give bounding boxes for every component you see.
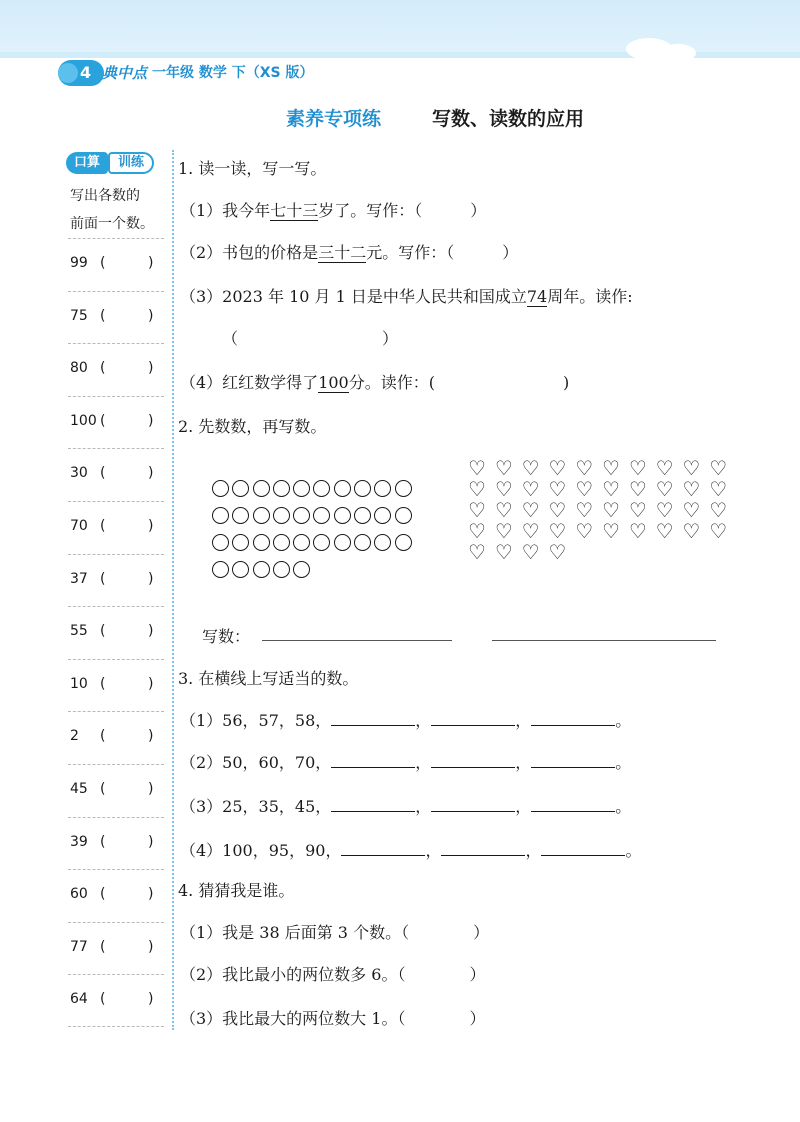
heart-icon: ♡ <box>602 498 620 522</box>
exercise-number: 99 <box>70 255 88 271</box>
sidebar-exercise-item <box>68 869 164 922</box>
heart-icon: ♡ <box>655 519 674 543</box>
answer-blank[interactable] <box>341 842 425 856</box>
sidebar-exercise-item <box>68 817 164 870</box>
separator: 。 <box>615 797 632 816</box>
answer-blank[interactable] <box>541 842 625 856</box>
q1-part3 <box>180 284 633 307</box>
text: （2）书包的价格是 <box>180 243 319 262</box>
answer-paren-open[interactable]: ( <box>100 570 106 587</box>
q4-part3: （3）我比最大的两位数大 1。（ ） <box>180 1009 486 1028</box>
circle-shape <box>273 480 290 497</box>
q4-part2: （2）我比最小的两位数多 6。（ ） <box>180 965 486 984</box>
heart-icon: ♡ <box>709 498 728 522</box>
sidebar-exercise-item <box>68 659 164 712</box>
answer-blank[interactable] <box>441 842 525 856</box>
answer-paren-close: ) <box>148 307 154 324</box>
answer-paren-open[interactable]: ( <box>100 780 106 797</box>
heart-icon: ♡ <box>602 456 620 480</box>
heart-icon: ♡ <box>709 477 728 501</box>
circle-shape <box>212 561 229 578</box>
cloud-icon <box>660 44 696 62</box>
sidebar-exercise-item <box>68 396 164 449</box>
circle-shape <box>395 507 412 524</box>
circle-shape <box>253 480 270 497</box>
answer-blank[interactable] <box>331 798 415 812</box>
answer-paren-close: ) <box>148 360 154 377</box>
q3-item <box>180 838 642 861</box>
text: （4）红红数学得了 <box>180 373 319 392</box>
oral-training-badge <box>66 152 170 176</box>
exercise-number: 100 <box>70 412 97 429</box>
badge-right: 训练 <box>108 152 154 174</box>
q3-heading: 3. 在横线上写适当的数。 <box>178 669 359 688</box>
heart-icon: ♡ <box>628 456 647 480</box>
answer-paren-close: ) <box>148 623 154 640</box>
circle-shape <box>395 480 412 497</box>
sidebar-instructions <box>70 182 166 238</box>
heart-icon: ♡ <box>628 519 647 543</box>
heart-icon: ♡ <box>468 456 486 480</box>
circle-shape <box>273 534 290 551</box>
circle-shape <box>232 534 249 551</box>
answer-paren-close: ) <box>148 570 154 587</box>
answer-paren-close: ) <box>148 255 154 271</box>
text: 周年。读作: <box>547 287 633 306</box>
exercise-number: 75 <box>70 307 88 324</box>
underlined-text: 74 <box>526 287 548 306</box>
circle-shape <box>273 561 290 578</box>
circle-shape <box>212 534 229 551</box>
heart-icon: ♡ <box>575 477 594 501</box>
circle-shape <box>253 507 270 524</box>
circle-shape <box>354 507 371 524</box>
answer-paren-open[interactable]: ( <box>100 360 106 377</box>
heart-icon: ♡ <box>628 498 647 522</box>
answer-line-circles[interactable] <box>262 640 452 641</box>
exercise-number: 10 <box>70 675 88 692</box>
separator: ， <box>415 797 432 816</box>
badge-left: 口算 <box>66 152 108 174</box>
heart-icon: ♡ <box>655 498 674 522</box>
circle-shape <box>334 534 351 551</box>
text: （1）我今年 <box>180 201 271 220</box>
sequence-prefix: （1）56，57，58， <box>180 711 332 730</box>
sidebar-exercise-item <box>68 501 164 554</box>
heart-icon: ♡ <box>628 477 647 501</box>
q1-part1 <box>180 198 486 221</box>
circle-shape <box>232 561 249 578</box>
sidebar-exercise-item <box>68 764 164 817</box>
exercise-number: 77 <box>70 938 88 955</box>
exercise-number: 60 <box>70 886 88 903</box>
sidebar-exercise-item <box>68 238 164 291</box>
circle-shape <box>334 507 351 524</box>
answer-blank[interactable] <box>431 712 515 726</box>
text: 元。写作：（ ） <box>366 243 519 262</box>
answer-paren-close: ) <box>148 728 154 745</box>
answer-blank[interactable] <box>431 754 515 768</box>
answer-blank[interactable] <box>331 754 415 768</box>
circle-shape <box>313 534 330 551</box>
q1-part3-answer[interactable]: （ ） <box>222 329 399 348</box>
heart-icon: ♡ <box>494 456 513 480</box>
circle-shape <box>354 534 371 551</box>
heart-icon: ♡ <box>468 519 486 543</box>
heart-icon: ♡ <box>468 477 486 501</box>
answer-paren-open[interactable]: ( <box>100 255 106 271</box>
answer-paren-close: ) <box>148 938 154 955</box>
answer-paren-open[interactable]: ( <box>100 307 106 324</box>
q1-part4 <box>180 370 569 393</box>
text: 岁了。写作：（ ） <box>318 201 487 220</box>
exercise-number: 55 <box>70 623 88 640</box>
heart-icon: ♡ <box>602 519 620 543</box>
separator: 。 <box>615 711 632 730</box>
q3-item <box>180 750 631 773</box>
sequence-prefix: （4）100，95，90， <box>180 841 342 860</box>
answer-paren-open[interactable]: ( <box>100 833 106 850</box>
heart-icon: ♡ <box>682 519 701 543</box>
heart-icon: ♡ <box>521 519 540 543</box>
answer-paren-close: ) <box>148 517 154 534</box>
answer-blank[interactable] <box>431 798 515 812</box>
q1-heading: 1. 读一读，写一写。 <box>178 159 327 178</box>
heart-icon: ♡ <box>548 498 567 522</box>
sequence-prefix: （3）25，35，45， <box>180 797 332 816</box>
sequence-prefix: （2）50，60，70， <box>180 753 332 772</box>
heart-icon: ♡ <box>655 456 674 480</box>
heart-icon: ♡ <box>468 540 486 564</box>
sidebar-intro-line: 写出各数的 <box>70 188 140 204</box>
circle-shape <box>232 480 249 497</box>
heart-icon: ♡ <box>521 456 540 480</box>
heart-icon: ♡ <box>521 477 540 501</box>
heart-icon: ♡ <box>709 456 728 480</box>
heart-icon: ♡ <box>575 498 594 522</box>
answer-paren-open[interactable]: ( <box>100 991 106 1008</box>
circle-shape <box>293 561 310 578</box>
book-title: 一年级 数学 下（XS 版） <box>152 65 314 81</box>
heart-icon: ♡ <box>709 519 728 543</box>
answer-paren-close: ) <box>148 780 154 797</box>
heart-group <box>466 458 736 563</box>
separator: ， <box>515 797 532 816</box>
sidebar-exercise-item <box>68 343 164 396</box>
answer-paren-close: ) <box>148 412 154 429</box>
separator: ， <box>415 711 432 730</box>
answer-paren-open[interactable]: ( <box>100 938 106 955</box>
text: 分。读作：( ) <box>348 373 570 392</box>
circle-shape <box>395 534 412 551</box>
brand-logo: 典中点 <box>102 64 148 82</box>
sidebar-exercise-item <box>68 922 164 975</box>
sidebar-exercise-item <box>68 448 164 501</box>
circle-shape <box>253 561 270 578</box>
separator: ， <box>525 841 542 860</box>
answer-line-hearts[interactable] <box>492 640 716 641</box>
heart-icon: ♡ <box>494 519 513 543</box>
heart-icon: ♡ <box>548 540 567 564</box>
exercise-number: 39 <box>70 833 88 850</box>
write-number-label: 写数： <box>202 627 251 646</box>
heart-icon: ♡ <box>655 477 674 501</box>
answer-paren-close: ) <box>148 886 154 903</box>
circle-shape <box>374 480 391 497</box>
answer-paren-open[interactable]: ( <box>100 886 106 903</box>
circle-shape <box>253 534 270 551</box>
heart-icon: ♡ <box>575 456 594 480</box>
circle-shape <box>232 507 249 524</box>
section-title: 素养专项练 <box>286 108 382 130</box>
heart-icon: ♡ <box>494 540 513 564</box>
answer-paren-close: ) <box>148 675 154 692</box>
circle-shape <box>313 507 330 524</box>
heart-icon: ♡ <box>602 477 620 501</box>
circle-shape <box>212 480 229 497</box>
q3-item <box>180 708 631 731</box>
answer-paren-open[interactable]: ( <box>100 623 106 640</box>
answer-paren-open[interactable]: ( <box>100 465 106 482</box>
exercise-number: 80 <box>70 360 88 377</box>
column-divider <box>172 150 174 1030</box>
separator: 。 <box>615 753 632 772</box>
heart-icon: ♡ <box>521 540 540 564</box>
sidebar-exercise-item <box>68 291 164 344</box>
sidebar-exercise-item <box>68 554 164 607</box>
heart-icon: ♡ <box>548 519 567 543</box>
exercise-number: 2 <box>70 728 79 745</box>
heart-icon: ♡ <box>494 498 513 522</box>
answer-paren-open[interactable]: ( <box>100 675 106 692</box>
q4-part1: （1）我是 38 后面第 3 个数。（ ） <box>180 923 490 942</box>
exercise-number: 30 <box>70 465 88 482</box>
q2-heading: 2. 先数数，再写数。 <box>178 417 327 436</box>
heart-icon: ♡ <box>682 456 701 480</box>
underlined-text: 三十二 <box>318 243 367 262</box>
separator: 。 <box>625 841 642 860</box>
answer-blank[interactable] <box>531 798 615 812</box>
section-subtitle: 写数、读数的应用 <box>432 108 585 130</box>
underlined-text: 100 <box>318 373 349 392</box>
answer-paren-close: ) <box>148 991 154 1008</box>
cloud-icon <box>692 58 714 70</box>
answer-paren-open[interactable]: ( <box>100 517 106 534</box>
answer-blank[interactable] <box>531 712 615 726</box>
sidebar-exercise-item <box>68 974 164 1027</box>
q4-heading: 4. 猜猜我是谁。 <box>178 881 295 900</box>
heart-icon: ♡ <box>468 498 486 522</box>
heart-icon: ♡ <box>521 498 540 522</box>
sidebar-exercise-item <box>68 606 164 659</box>
heart-icon: ♡ <box>548 456 567 480</box>
heart-icon: ♡ <box>494 477 513 501</box>
answer-blank[interactable] <box>531 754 615 768</box>
separator: ， <box>515 711 532 730</box>
circle-shape <box>374 507 391 524</box>
circle-group <box>212 478 452 586</box>
separator: ， <box>515 753 532 772</box>
answer-paren-open[interactable]: ( <box>100 728 106 745</box>
separator: ， <box>425 841 442 860</box>
circle-shape <box>293 480 310 497</box>
heart-icon: ♡ <box>682 498 701 522</box>
circle-shape <box>293 507 310 524</box>
heart-icon: ♡ <box>575 519 594 543</box>
answer-paren-close: ) <box>148 833 154 850</box>
circle-shape <box>354 480 371 497</box>
sidebar-exercise-list <box>68 238 164 1027</box>
circle-shape <box>212 507 229 524</box>
answer-paren-close: ) <box>148 465 154 482</box>
circle-shape <box>334 480 351 497</box>
exercise-number: 70 <box>70 517 88 534</box>
q1-part2 <box>180 240 518 263</box>
sidebar-exercise-item <box>68 711 164 764</box>
q3-item <box>180 794 631 817</box>
heart-icon: ♡ <box>682 477 701 501</box>
exercise-number: 45 <box>70 780 88 797</box>
page-number: 4 <box>58 60 104 86</box>
exercise-number: 64 <box>70 991 88 1008</box>
underlined-text: 七十三 <box>270 201 319 220</box>
answer-paren-open[interactable]: ( <box>100 412 106 429</box>
text: （3）2023 年 10 月 1 日是中华人民共和国成立 <box>180 287 527 306</box>
circle-shape <box>293 534 310 551</box>
sidebar-intro-line: 前面一个数。 <box>70 216 154 232</box>
exercise-number: 37 <box>70 570 88 587</box>
circle-shape <box>374 534 391 551</box>
separator: ， <box>415 753 432 772</box>
answer-blank[interactable] <box>331 712 415 726</box>
circle-shape <box>273 507 290 524</box>
circle-shape <box>313 480 330 497</box>
heart-icon: ♡ <box>548 477 567 501</box>
